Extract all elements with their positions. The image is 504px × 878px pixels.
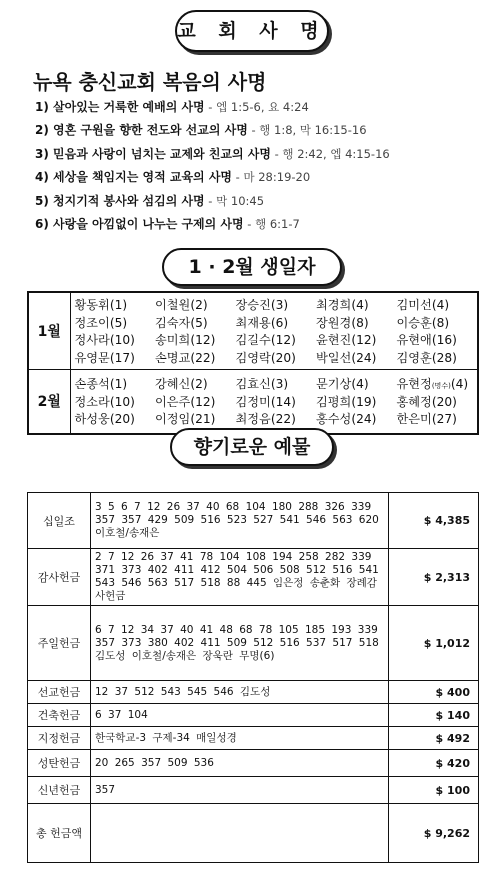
offering-amount: $ 400	[389, 681, 479, 704]
month-label: 1월	[28, 292, 70, 370]
total-row	[28, 804, 479, 863]
birthday-name: 최재용(6)	[235, 315, 289, 330]
table-row	[28, 549, 479, 606]
total-label: 총 헌금액	[28, 804, 91, 863]
birthday-table	[27, 291, 479, 435]
birthday-name: 홍수성(24)	[316, 412, 377, 427]
birthday-name: 김미선(4)	[396, 298, 450, 313]
table-row	[28, 606, 479, 681]
offering-category: 지정헌금	[28, 727, 91, 750]
birthday-name: 최경희(4)	[316, 298, 369, 313]
birthday-name: 유현애(16)	[396, 333, 457, 348]
offering-amount: $ 100	[389, 777, 479, 804]
birthday-name: 이은주(12)	[155, 394, 216, 409]
offering-category: 주일헌금	[28, 606, 91, 681]
birthday-name: 정소라(10)	[74, 394, 135, 409]
mission-item: 4) 세상을 책임지는 영적 교육의 사명 - 마 28:19-20	[35, 170, 311, 185]
offering-details: 20 265 357 509 536	[91, 750, 389, 777]
birthday-name: 김길수(12)	[235, 333, 296, 348]
offering-details: 한국학교-3 구제-34 매일성경	[91, 727, 389, 750]
mission-title: 뉴욕 충신교회 복음의 사명	[33, 70, 267, 94]
offering-category: 감사헌금	[28, 549, 91, 606]
offering-category: 십일조	[28, 493, 91, 549]
birthday-name: 박일선(24)	[316, 350, 377, 365]
offering-amount: $ 492	[389, 727, 479, 750]
offering-details: 357	[91, 777, 389, 804]
offering-amount: $ 1,012	[389, 606, 479, 681]
mission-item: 5) 청지기적 봉사와 섬김의 사명 - 막 10:45	[35, 193, 265, 208]
birthday-name: 장원경(8)	[316, 315, 369, 330]
birthday-name: 이철원(2)	[155, 298, 208, 313]
table-row	[28, 704, 479, 727]
mission-item: 2) 영혼 구원을 향한 전도와 선교의 사명 - 행 1:8, 막 16:15-16	[35, 123, 367, 138]
offering-amount: $ 420	[389, 750, 479, 777]
table-row	[28, 681, 479, 704]
offering-details	[91, 804, 389, 863]
birthday-name: 문기상(4)	[316, 377, 369, 392]
offerings-header: 향기로운 예물	[170, 428, 334, 466]
table-row	[28, 727, 479, 750]
table-row	[28, 750, 479, 777]
birthday-name: 홍혜정(20)	[396, 394, 457, 409]
offering-amount: $ 2,313	[389, 549, 479, 606]
birthdays-header: 1 · 2월 생일자	[162, 248, 342, 286]
offering-details: 6 37 104	[91, 704, 389, 727]
mission-item: 6) 사랑을 아낌없이 나누는 구제의 사명 - 행 6:1-7	[35, 216, 300, 231]
birthday-name: 김효신(3)	[235, 377, 289, 392]
birthday-name: 김정미(14)	[235, 394, 296, 409]
birthday-names	[70, 292, 478, 370]
birthday-name: 이정임(21)	[155, 412, 216, 427]
birthday-name: 하성웅(20)	[74, 412, 135, 427]
offering-category: 신년헌금	[28, 777, 91, 804]
birthday-name: 이승훈(8)	[396, 315, 450, 330]
mission-item: 3) 믿음과 사랑이 넘치는 교제와 친교의 사명 - 행 2:42, 엡 4:15-16	[35, 146, 390, 161]
birthday-name: 손명교(22)	[155, 350, 216, 365]
birthday-name: 장승진(3)	[235, 298, 289, 313]
mission-header: 교 회 사 명	[175, 10, 329, 52]
offering-details: 6 7 12 34 37 40 41 48 68 78 105 185 193 339 357 373 380 402 411 509 512 516 537 517 518 김도성 이호철/송재은 장욱란 무명(6)	[91, 606, 389, 681]
birthday-name: 정사라(10)	[74, 333, 135, 348]
offering-amount: $ 4,385	[389, 493, 479, 549]
birthday-name: 김숙자(5)	[155, 315, 208, 330]
birthday-name: 유영문(17)	[74, 350, 135, 365]
birthday-name: 김영락(20)	[235, 350, 296, 365]
offering-details: 12 37 512 543 545 546 김도성	[91, 681, 389, 704]
birthday-name: 황동휘(1)	[74, 298, 128, 313]
offering-details: 2 7 12 26 37 41 78 104 108 194 258 282 339 371 373 402 411 412 504 506 508 512 516 541 543 546 563 517 518 88 445 임은정 송춘화 장례감사헌금	[91, 549, 389, 606]
birthday-name: 최정음(22)	[235, 412, 296, 427]
mission-list	[35, 98, 495, 238]
birthday-name: 강혜신(2)	[155, 377, 208, 392]
offering-amount: $ 140	[389, 704, 479, 727]
offering-category: 성탄헌금	[28, 750, 91, 777]
birthday-names	[70, 370, 478, 434]
offering-details: 3 5 6 7 12 26 37 40 68 104 180 288 326 339 357 357 429 509 516 523 527 541 546 563 620 이호철/송재은	[91, 493, 389, 549]
birthday-name: 김영훈(28)	[396, 350, 457, 365]
birthday-name: 김평희(19)	[316, 394, 377, 409]
table-row	[28, 777, 479, 804]
total-amount: $ 9,262	[389, 804, 479, 863]
offerings-table	[27, 492, 479, 863]
birthday-name: 정조이(5)	[74, 315, 128, 330]
offering-category: 선교헌금	[28, 681, 91, 704]
table-row	[28, 493, 479, 549]
offering-category: 건축헌금	[28, 704, 91, 727]
birthday-name: 한은미(27)	[396, 412, 457, 427]
birthday-name: 윤현진(12)	[316, 333, 377, 348]
birthday-name: 손종석(1)	[74, 377, 128, 392]
birthday-name: 송미희(12)	[155, 333, 216, 348]
month-label: 2월	[28, 370, 70, 434]
mission-item: 1) 살아있는 거룩한 예배의 사명 - 엡 1:5-6, 요 4:24	[35, 100, 309, 114]
birthday-name: 유현정(명수)(4)	[396, 377, 469, 392]
